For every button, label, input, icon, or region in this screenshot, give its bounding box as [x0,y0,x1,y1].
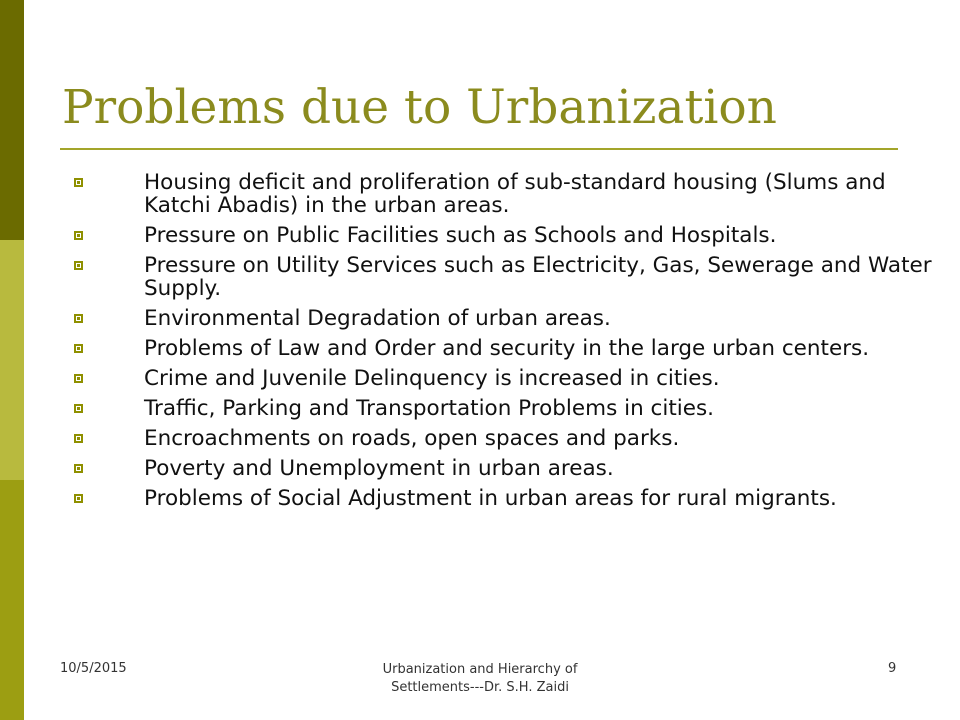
bullet-text: Pressure on Utility Services such as Electricity, Gas, Sewerage and Water Supply. [144,253,932,301]
square-bullet-icon [74,231,83,240]
square-bullet-icon [74,404,83,413]
bullet-text: Encroachments on roads, open spaces and parks. [144,426,680,451]
square-bullet-icon [74,434,83,443]
square-bullet-icon [74,344,83,353]
bullet-item [74,224,944,247]
square-bullet-icon [74,374,83,383]
bullet-text: Environmental Degradation of urban areas. [144,306,611,331]
bullet-text: Poverty and Unemployment in urban areas. [144,456,614,481]
bullet-item [74,427,944,450]
side-bar-bottom [0,480,24,720]
title-underline [60,148,898,150]
bullet-text: Crime and Juvenile Delinquency is increased in cities. [144,366,720,391]
side-bar-middle [0,240,24,480]
square-bullet-icon [74,261,83,270]
bullet-item [74,487,944,510]
footer-caption-line1: Urbanization and Hierarchy of [382,662,578,677]
bullet-item [74,307,944,330]
bullet-list [74,171,944,517]
bullet-text: Problems of Law and Order and security in the large urban centers. [144,336,870,361]
bullet-text: Problems of Social Adjustment in urban areas for rural migrants. [144,486,837,511]
bullet-item [74,171,944,217]
square-bullet-icon [74,178,83,187]
bullet-item [74,367,944,390]
bullet-item [74,337,944,360]
side-bar-top [0,0,24,240]
bullet-item [74,397,944,420]
square-bullet-icon [74,464,83,473]
square-bullet-icon [74,494,83,503]
square-bullet-icon [74,314,83,323]
bullet-text: Pressure on Public Facilities such as Schools and Hospitals. [144,223,777,248]
bullet-text: Housing deficit and proliferation of sub-standard housing (Slums and Katchi Abadis) in the urban areas. [144,170,886,218]
bullet-item [74,457,944,480]
footer-caption [340,661,620,697]
bullet-item [74,254,944,300]
page-number: 9 [888,661,897,676]
slide-title: Problems due to Urbanization [62,80,777,135]
bullet-text: Traffic, Parking and Transportation Problems in cities. [144,396,715,421]
footer-caption-line2: Settlements---Dr. S.H. Zaidi [391,680,569,695]
footer-date: 10/5/2015 [60,661,127,676]
